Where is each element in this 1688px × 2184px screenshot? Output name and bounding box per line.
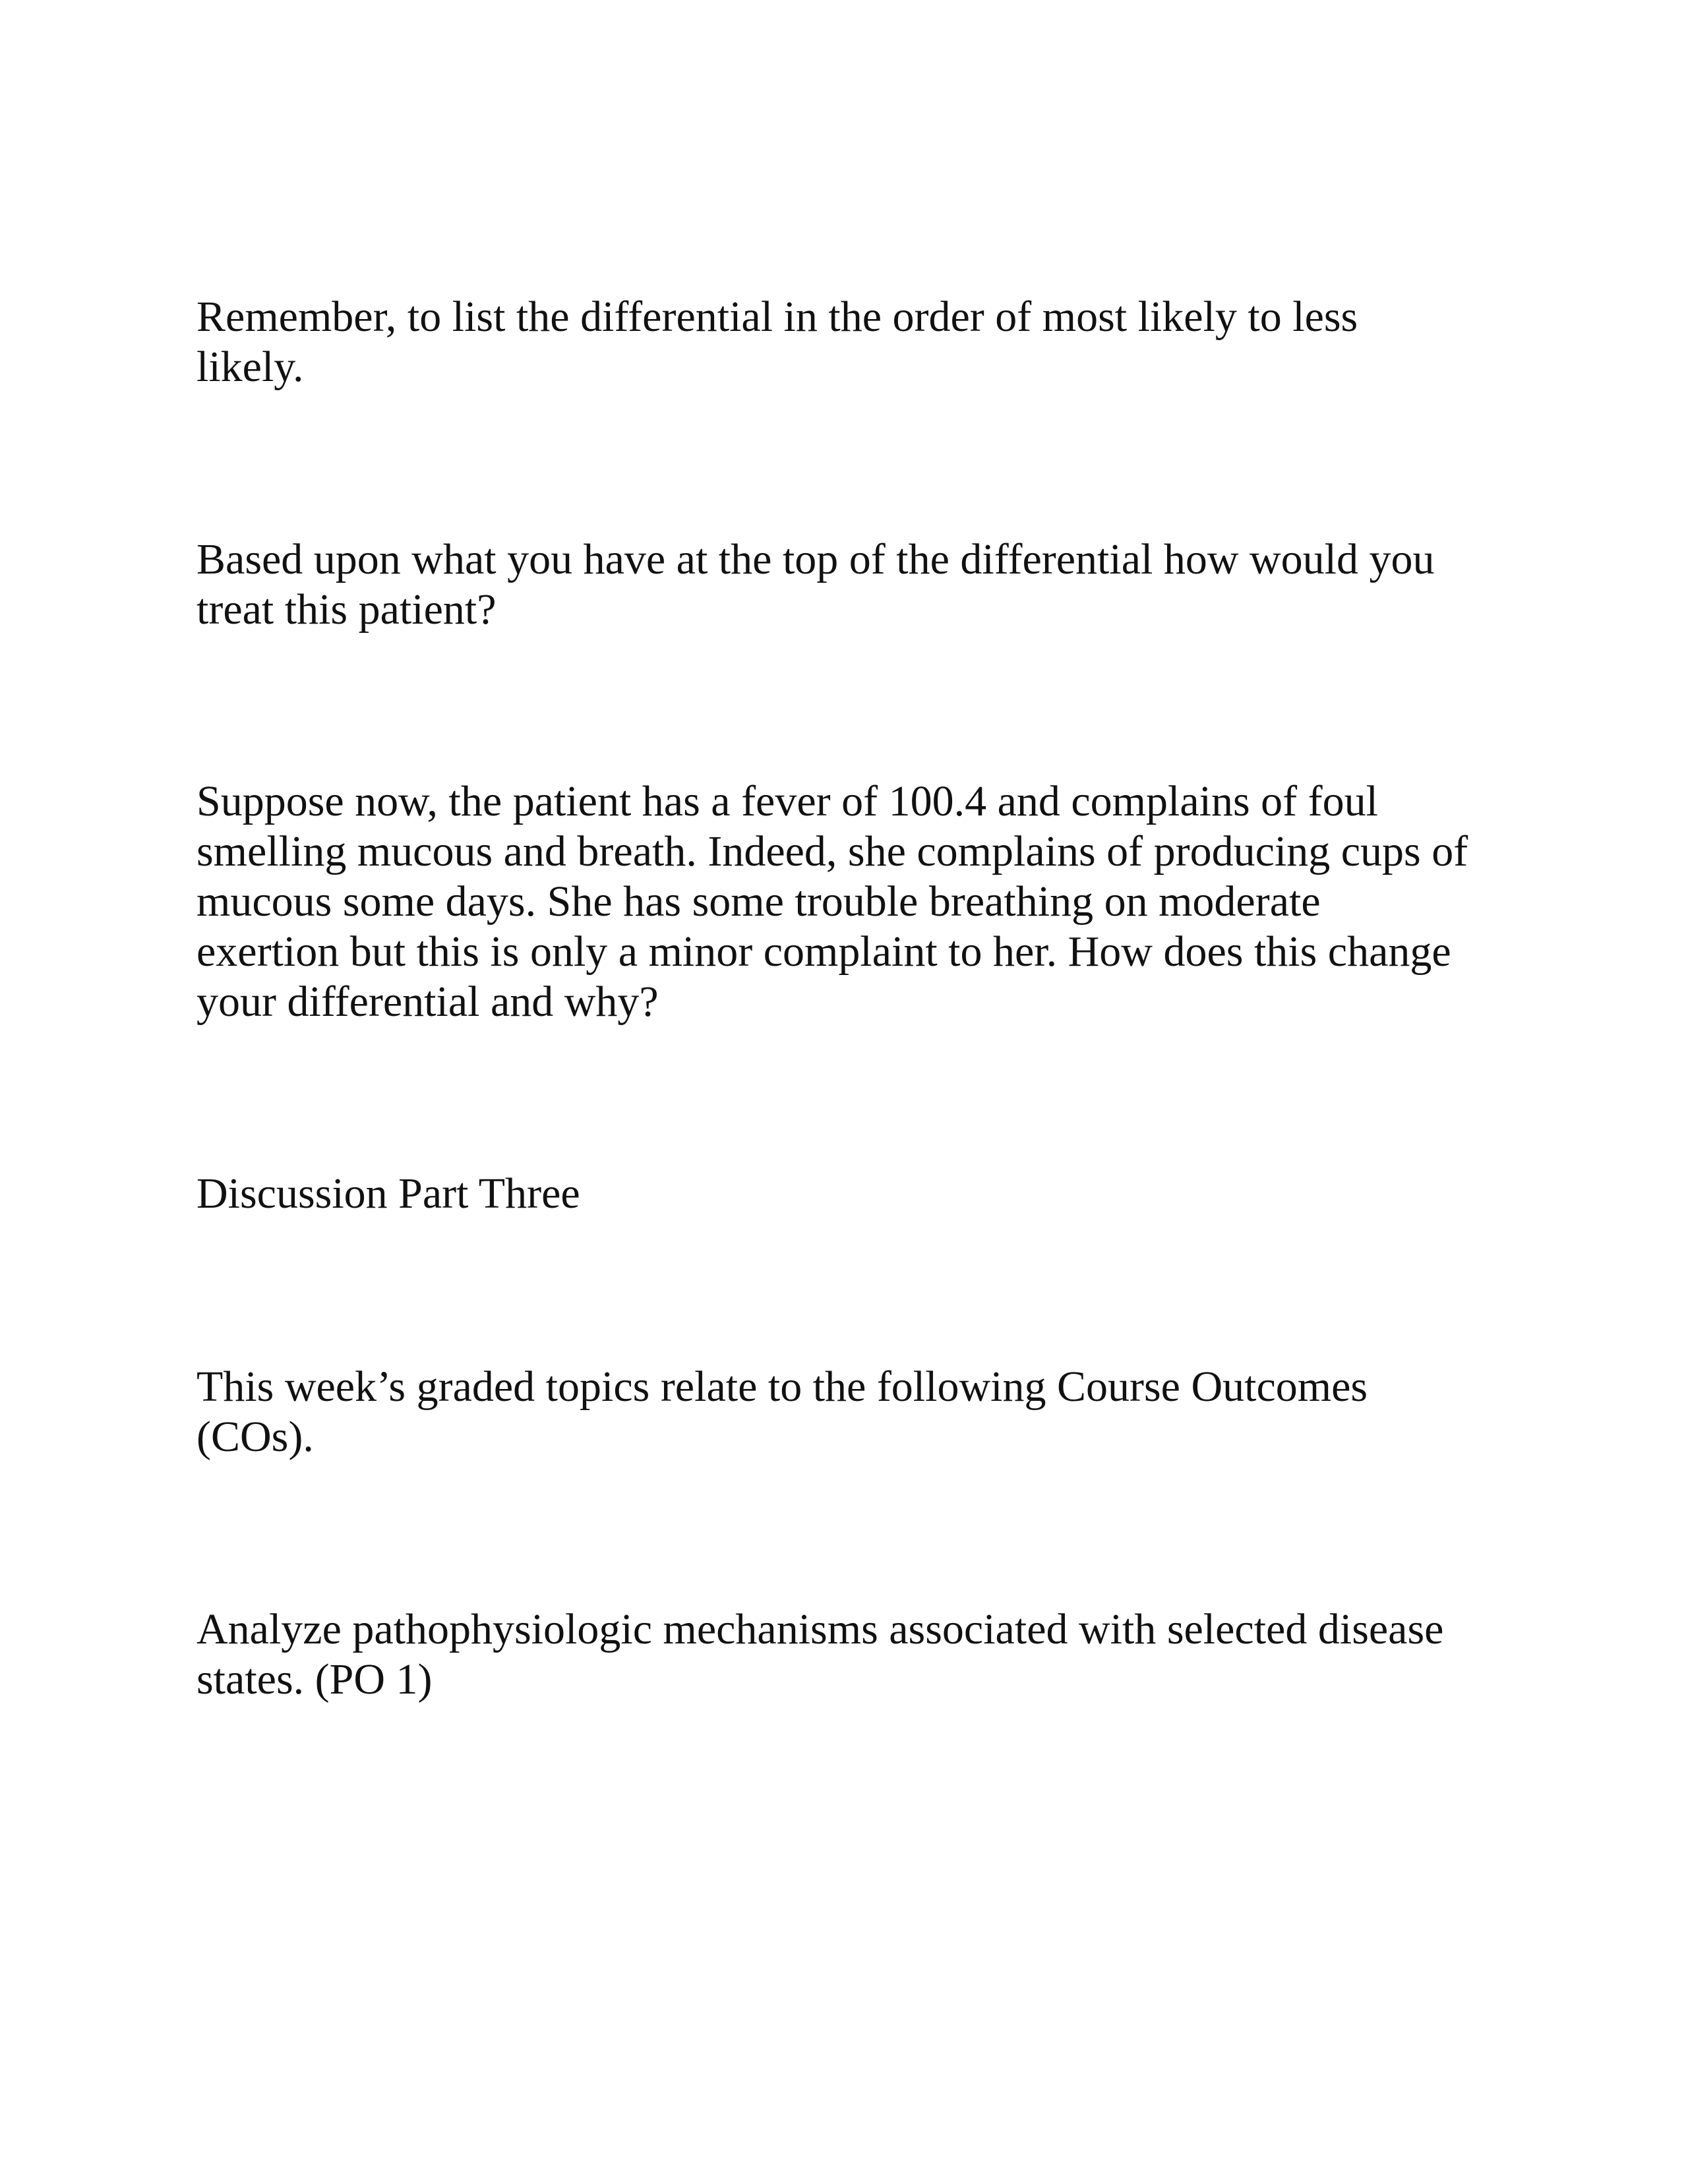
paragraph-fever-scenario: Suppose now, the patient has a fever of 100.4 and complains of foul smelling mucous and breath. Indeed, she complains of producing cups of mucous some days. She has some trouble breathing on moderate exertion but this is only a minor complaint to her. How does this change your differential and why?: [196, 777, 1468, 1026]
paragraph-differential-order: Remember, to list the differential in the order of most likely to less likely.: [196, 293, 1358, 391]
paragraph-analyze-outcome: Analyze pathophysiologic mechanisms associated with selected disease states. (PO 1): [196, 1605, 1444, 1703]
paragraph-course-outcomes: This week’s graded topics relate to the following Course Outcomes (COs).: [196, 1363, 1368, 1461]
section-heading-discussion-part-three: Discussion Part Three: [196, 1169, 580, 1218]
paragraph-treatment-question: Based upon what you have at the top of the differential how would you treat this patient?: [196, 535, 1435, 634]
